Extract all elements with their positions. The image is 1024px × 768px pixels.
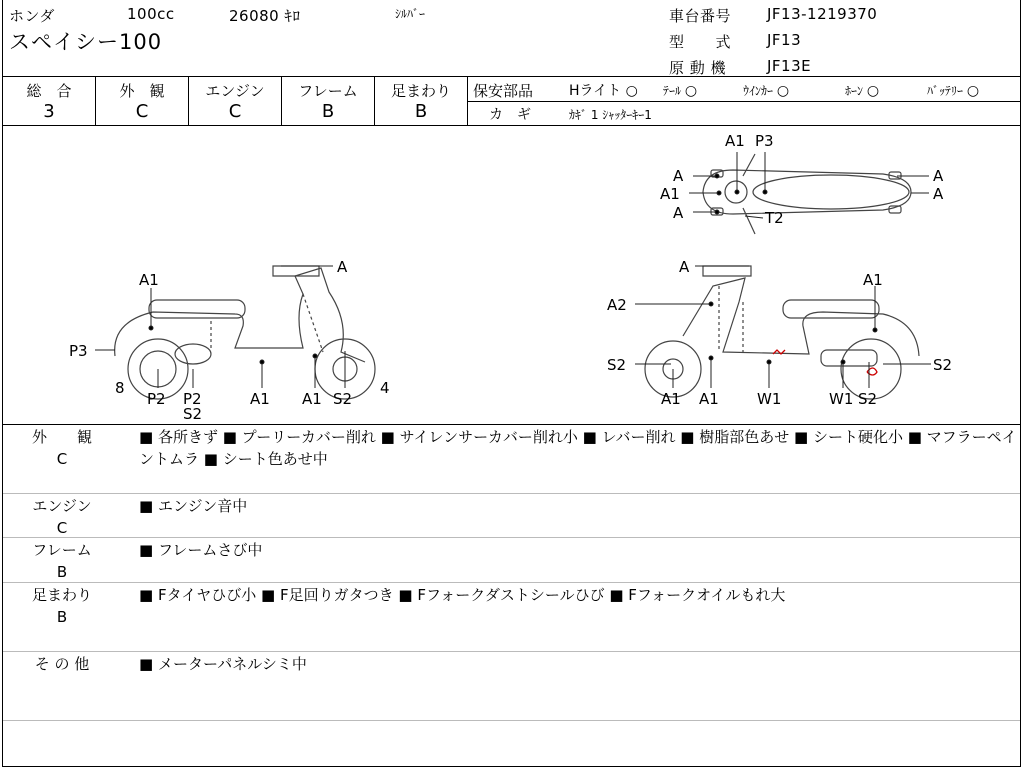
leader-dot xyxy=(735,190,739,194)
diag-label: P2 xyxy=(183,390,202,408)
diag-label: W1 xyxy=(829,390,854,408)
diag-label: P2 xyxy=(147,390,166,408)
type-value: JF13 xyxy=(767,31,802,49)
leader-dot xyxy=(260,360,264,364)
diag-label: S2 xyxy=(858,390,878,408)
leader-dot xyxy=(717,191,721,195)
model-name: スペイシー100 xyxy=(9,30,163,54)
diag-label: P3 xyxy=(755,132,774,150)
section-text-exterior: ■ 各所きず ■ プーリーカバー削れ ■ サイレンサーカバー削れ小 ■ レバー削れ ■ 樹脂部色あせ ■ シート硬化小 ■ マフラーペイントムラ ■ シート色あせ中 xyxy=(139,428,1017,468)
diag-label: A1 xyxy=(699,390,719,408)
maker: ホンダ xyxy=(9,7,55,25)
grade-overall-label: 総 合 xyxy=(26,82,72,100)
grade-overall-value: 3 xyxy=(43,101,55,122)
grade-frame-value: B xyxy=(321,101,335,122)
section-label-engine: エンジン C xyxy=(32,497,92,537)
diag-label: A1 xyxy=(725,132,745,150)
leader-dot xyxy=(709,356,713,360)
displacement: 100cc xyxy=(127,5,175,23)
seat-top-view xyxy=(753,175,909,209)
handle-right-view xyxy=(703,266,751,276)
diag-label: 8 xyxy=(115,379,125,397)
inspection-sheet xyxy=(2,0,1021,767)
section-label-suspension: 足まわり B xyxy=(31,586,92,626)
diag-label: S2 xyxy=(333,390,353,408)
diag-label: T2 xyxy=(765,209,784,227)
safety-item: ﾎｰﾝ ○ xyxy=(845,83,880,99)
engine-value: JF13E xyxy=(767,57,812,75)
leader-dot xyxy=(715,210,719,214)
leader-dot xyxy=(763,190,767,194)
section-text-frame: ■ フレームさび中 xyxy=(139,541,263,559)
key-text: ｶｷﾞ 1 ｼｬｯﾀｰｷｰ1 xyxy=(569,108,652,122)
section-text-engine: ■ エンジン音中 xyxy=(139,497,248,515)
grade-suspension-label: 足まわり xyxy=(390,82,451,100)
grade-frame-label: フレーム xyxy=(298,82,358,100)
diag-label: P3 xyxy=(69,342,88,360)
muffler-left-view xyxy=(175,344,211,364)
leader-dot xyxy=(149,326,153,330)
diag-label: A1 xyxy=(661,390,681,408)
section-text-other: ■ メーターパネルシミ中 xyxy=(139,655,307,673)
grade-engine-label: エンジン xyxy=(205,82,265,100)
frame-no: JF13-1219370 xyxy=(767,5,878,23)
diag-label: A xyxy=(933,167,944,185)
mileage: 26080 ｷﾛ xyxy=(229,7,301,25)
divider xyxy=(3,493,1020,494)
diag-label: 4 xyxy=(380,379,390,397)
leader-dot xyxy=(709,302,713,306)
section-text-suspension: ■ Fタイヤひび小 ■ F足回りガタつき ■ Fフォークダストシールひび ■ Fフォークオイルもれ大 xyxy=(139,586,786,604)
safety-label: 保安部品 xyxy=(473,82,534,100)
diag-label: A xyxy=(679,258,690,276)
grade-exterior-value: C xyxy=(135,101,149,122)
safety-item: ﾃｰﾙ ○ xyxy=(663,83,698,99)
leader-dot xyxy=(715,174,719,178)
diag-label: A xyxy=(337,258,348,276)
diag-label: S2 xyxy=(933,356,953,374)
divider xyxy=(3,76,1020,77)
diag-label: A1 xyxy=(863,271,883,289)
diag-label: W1 xyxy=(757,390,782,408)
color: ｼﾙﾊﾞｰ xyxy=(395,7,426,21)
safety-item: Hライト ○ xyxy=(569,83,638,99)
body-top-view xyxy=(703,170,911,214)
leader-dot xyxy=(873,328,877,332)
diag-label: A xyxy=(673,204,684,222)
safety-item: ｳｲﾝｶｰ ○ xyxy=(743,83,790,99)
leader-dot xyxy=(841,360,845,364)
leader-dot xyxy=(313,354,317,358)
key-label: カ ギ xyxy=(489,107,531,123)
diag-label: A xyxy=(933,185,944,203)
diag-label: A1 xyxy=(139,271,159,289)
seat-right-view xyxy=(783,300,879,318)
leader-dot xyxy=(767,360,771,364)
diag-label: A1 xyxy=(250,390,270,408)
diag-label: A xyxy=(673,167,684,185)
divider xyxy=(3,537,1020,538)
section-label-frame: フレーム B xyxy=(32,541,92,581)
grade-suspension-value: B xyxy=(414,101,428,122)
section-label-exterior: 外 観 C xyxy=(31,428,92,468)
seat-left-view xyxy=(149,300,245,318)
divider xyxy=(3,720,1020,721)
divider xyxy=(467,101,1020,102)
diag-label: S2 xyxy=(183,405,203,423)
diag-label: A1 xyxy=(660,185,680,203)
section-label-other: そ の 他 xyxy=(34,655,90,673)
divider xyxy=(3,582,1020,583)
damage-diagram xyxy=(3,126,1020,424)
grade-engine-value: C xyxy=(228,101,242,122)
safety-item: ﾊﾞｯﾃﾘｰ ○ xyxy=(927,83,980,99)
engine-label: 原 動 機 xyxy=(669,59,727,77)
divider xyxy=(3,424,1020,425)
grade-exterior-label: 外 観 xyxy=(119,82,165,100)
divider xyxy=(3,651,1020,652)
diag-label: A2 xyxy=(607,296,627,314)
frame-no-label: 車台番号 xyxy=(669,7,732,25)
panel-line xyxy=(719,286,743,352)
diag-label: A1 xyxy=(302,390,322,408)
panel-line xyxy=(211,294,323,352)
type-label: 型 式 xyxy=(669,33,732,51)
diag-label: S2 xyxy=(607,356,627,374)
